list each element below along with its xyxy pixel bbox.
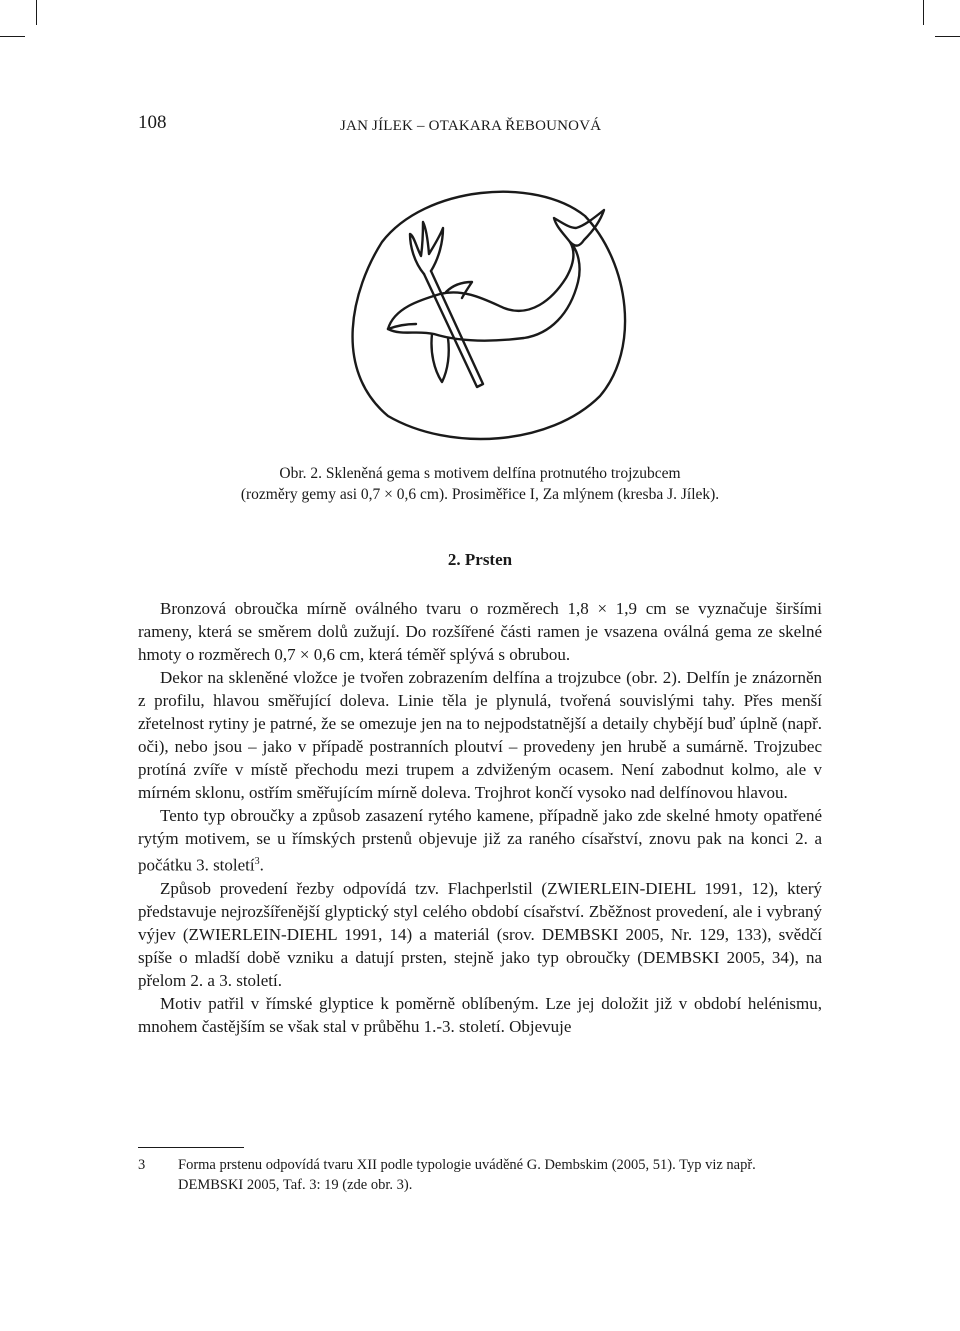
crop-mark — [36, 0, 37, 25]
paragraph: Motiv patřil v římské glyptice k poměrně oblíbeným. Lze jej doložit již v období helénismu, mnohem častějším se však stal v průběhu 1.-3. století. Objevuje — [138, 993, 822, 1036]
dolphin-trident-drawing — [330, 184, 630, 446]
body-text — [138, 597, 822, 1038]
footnote-separator — [138, 1147, 244, 1148]
crop-mark — [935, 36, 960, 37]
footnote-text: Forma prstenu odpovídá tvaru XII podle typologie uváděné G. Dembskim (2005, 51). Typ viz např. DEMBSKI 2005, Taf. 3: 19 (zde obr. 3). — [178, 1157, 756, 1193]
trident-head — [410, 222, 443, 274]
section-heading: 2. Prsten — [447, 550, 513, 569]
gem-outline — [353, 192, 626, 439]
paragraph: Bronzová obroučka mírně oválného tvaru o rozměrech 1,8 × 1,9 cm se vyznačuje širšími rameny, která se směrem dolů zužují. Do rozšířené části ramen je vsazena oválná gema ze skelné hmoty o rozměrech 0,7 × 0,6 cm, která téměř splývá s obrubou. — [138, 599, 822, 664]
caption-line: (rozměry gemy asi 0,7 × 0,6 cm). Prosiměřice I, Za mlýnem (kresba J. Jílek). — [240, 486, 720, 503]
paragraph-end: . — [259, 855, 264, 875]
paragraph: Způsob provedení řezby odpovídá tzv. Flachperlstil (ZWIERLEIN-DIEHL 1991, 12), který představuje nejrozšířenější glyptický styl celého období císařství. Zběžnost provedení, ale i vybraný výjev (ZWIERLEIN-DIEHL 1991, 14) a materiál (srov. DEMBSKI 2005, Nr. 129, 133), svědčí spíše o mladší době vzniku a datují prsten, stejně jako typ obroučky (DEMBSKI 2005, 34), na přelom 2. a 3. století. — [138, 878, 822, 990]
caption-line: Obr. 2. Skleněná gema s motivem delfína protnutého trojzubcem — [279, 465, 681, 482]
crop-mark — [0, 36, 25, 37]
dolphin-flipper — [431, 334, 448, 382]
footnote — [138, 1155, 822, 1195]
paragraph-text: Tento typ obroučky a způsob zasazení rytého kamene, případně jako zde skelné hmoty opatřené rytým motivem, se u římských prstenů objevuje již za raného císařství, znovu pak na konci 2. a počátku 3. století — [138, 806, 822, 875]
paragraph: Dekor na skleněné vložce je tvořen zobrazením delfína a trojzubce (obr. 2). Delfín je znázorněn z profilu, hlavou směřující doleva. Linie těla je plynulá, tvořená souvislými tahy. Přes menší zřetelnost rytiny je patrné, že se omezuje jen na to nejpodstatnější a detaily chybějí buď úplně (např. oči), nebo jsou – jako v případě postranních ploutví – provedeny jen hrubě a sumárně. Trojzubec protíná zvíře v místě přechodu mezi trupem a zdviženým ocasem. Není zabodnut kolmo, ale v mírném sklonu, ostřím směřujícím mírně doleva. Trojhrot končí vysoko nad delfínovou hlavou. — [138, 668, 822, 802]
trident-shaft — [424, 271, 483, 387]
page-number: 108 — [138, 112, 167, 133]
figure-caption — [138, 463, 822, 505]
dolphin-fin — [446, 282, 472, 298]
gem-illustration — [330, 184, 630, 446]
footnote-mark: 3 — [138, 1157, 146, 1173]
running-head: JAN JÍLEK – OTAKARA ŘEBOUNOVÁ — [340, 118, 602, 134]
page-header — [138, 112, 822, 142]
paragraph — [138, 804, 822, 877]
footnote-reference[interactable]: 3 — [254, 856, 260, 867]
dolphin-body — [388, 242, 580, 341]
crop-mark — [923, 0, 924, 25]
dolphin-tail — [554, 210, 604, 246]
dolphin-mouth — [388, 324, 416, 329]
